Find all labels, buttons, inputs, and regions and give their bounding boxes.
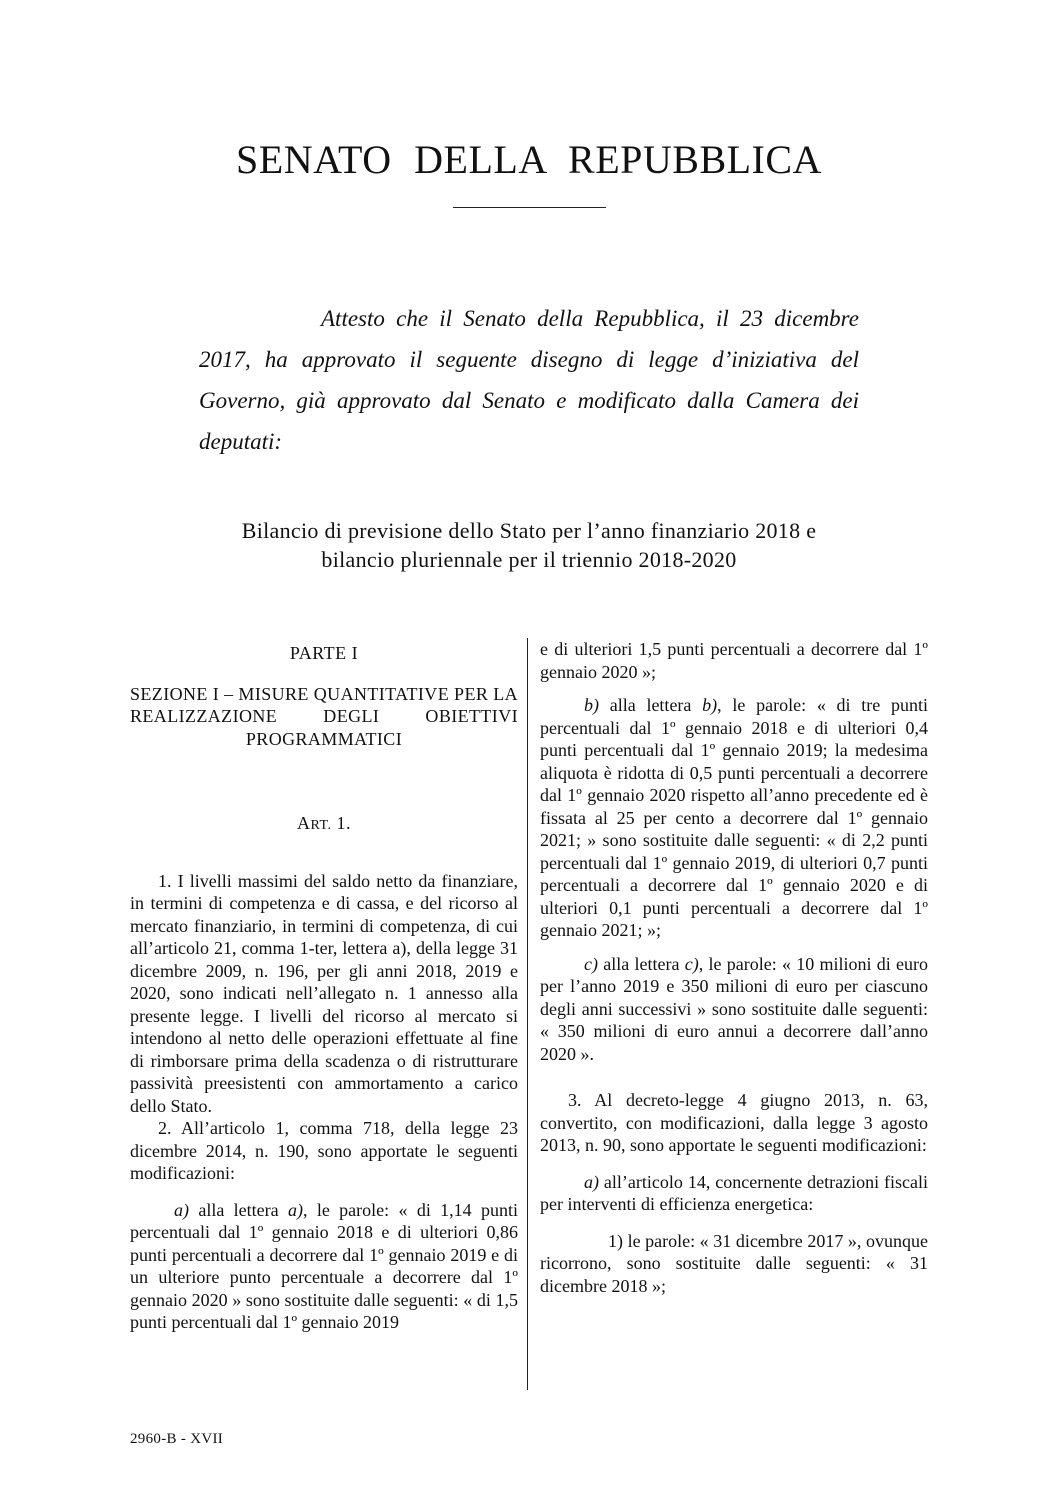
item-b-text: , le parole: « di tre punti percentuali dal 1º gennaio 2018 e di ulteriori 0,4 punti percentuali dal 1º gennaio 2019; la medesima aliquota è ridotta di 0,5 punti percentuali a decorrere dal 1º gennaio 2020 rispetto all’anno precedente ed è fissata al 25 per cento a decorrere dal 1º gennaio 2021; » sono sostituite dalle seguenti: « di 2,2 punti percentuali dal 1º gennaio 2019, di ulteriori 0,7 punti percentuali a decorrere dal 1º gennaio 2020 e di ulteriori 0,1 punti percentuali a decorrere dal 1º gennaio 2021; »; — [540, 695, 929, 940]
item-3a — [540, 1171, 928, 1216]
bill-title-line-2: bilancio pluriennale per il triennio 2018-2020 — [321, 547, 737, 572]
attestation-text: Attesto che il Senato della Repubblica, il 23 dicembre 2017, ha approvato il seguente disegno di legge d’iniziativa del Governo, già approvato dal Senato e modificato dalla Camera dei deputati: — [199, 306, 859, 454]
item-c-text: , le parole: « 10 milioni di euro per l’anno 2019 e 350 milioni di euro per ciascuno degli anni successivi » sono sostituite dalle seguenti: « 350 milioni di euro annui a decorrere dall’anno 2020 ». — [540, 953, 928, 1064]
article-heading — [130, 812, 518, 838]
item-a-continuation: e di ulteriori 1,5 punti percentuali a decorrere dal 1º gennaio 2020 »; — [540, 639, 928, 682]
sezione-heading: SEZIONE I – MISURE QUANTITATIVE PER LA REALIZZAZIONE DEGLI OBIETTIVI PROGRAMMATICI — [130, 683, 518, 749]
item-c-label: c) — [584, 953, 598, 974]
article-small-caps: RT. — [310, 818, 332, 833]
column-divider — [527, 638, 528, 1390]
document-title: SENATO DELLA REPUBBLICA — [236, 137, 822, 182]
left-column — [130, 638, 518, 1334]
bill-title — [130, 516, 928, 574]
item-a-mid: alla lettera — [189, 1199, 288, 1220]
item-b-label: b) — [584, 695, 599, 715]
item-a-text: , le parole: « di 1,14 punti percentuali dal 1º gennaio 2018 e di ulteriori 0,86 punti percentuali a decorrere dal 1º gennaio 2019 e di un ulteriore punto percentuale a decorrere dal 1º gennaio 2020 » sono sostituite dalle seguenti: « di 1,5 punti percentuali dal 1º gennaio 2019 — [130, 1199, 519, 1332]
item-a — [130, 1199, 518, 1334]
item-c-mid: alla lettera — [597, 953, 685, 974]
article-number: 1. — [336, 813, 351, 833]
item-b-ref: b) — [702, 695, 718, 715]
paragraph-1: 1. I livelli massimi del saldo netto da finanziare, in termini di competenza e di cassa, e del ricorso al mercato finanziario, in termini di competenza, di cui all’articolo 21, comma 1-ter, lettera a), della legge 31 dicembre 2009, n. 196, per gli anni 2018, 2019 e 2020, sono indicati nell’allegato n. 1 annesso alla presente legge. I livelli del ricorso al mercato si intendono al netto delle operazioni effettuate al fine di rimborsare prima della scadenza o di ristrutturare passività preesistenti con ammortamento a carico dello Stato. — [130, 870, 518, 1116]
document-code: 2960-B - XVII — [130, 1431, 224, 1447]
item-c — [540, 953, 928, 1066]
item-a-ref: a) — [287, 1199, 303, 1220]
attestation-block — [199, 298, 859, 462]
item-3a-text: all’articolo 14, concernente detrazioni fiscali per interventi di efficienza energetica: — [540, 1171, 928, 1214]
item-b-mid: alla lettera — [599, 695, 703, 715]
paragraph-2: 2. All’articolo 1, comma 718, della legge 23 dicembre 2014, n. 190, sono apportate le seguenti modificazioni: — [130, 1118, 518, 1183]
item-3a-1: 1) le parole: « 31 dicembre 2017 », ovunque ricorrono, sono sostituite dalle seguenti: « 31 dicembre 2018 »; — [540, 1230, 928, 1296]
item-b — [540, 694, 928, 942]
item-3a-label: a) — [584, 1171, 599, 1192]
right-column — [540, 638, 928, 1297]
bill-title-line-1: Bilancio di previsione dello Stato per l’anno finanziario 2018 e — [241, 518, 817, 543]
parte-heading: PARTE I — [289, 643, 359, 663]
paragraph-3: 3. Al decreto-legge 4 giugno 2013, n. 63, convertito, con modificazioni, dalla legge 3 agosto 2013, n. 90, sono apportate le seguenti modificazioni: — [540, 1090, 928, 1155]
title-divider — [453, 207, 606, 208]
article-prefix: A — [296, 813, 311, 833]
item-c-ref: c) — [684, 953, 699, 974]
item-a-label: a) — [174, 1199, 189, 1220]
